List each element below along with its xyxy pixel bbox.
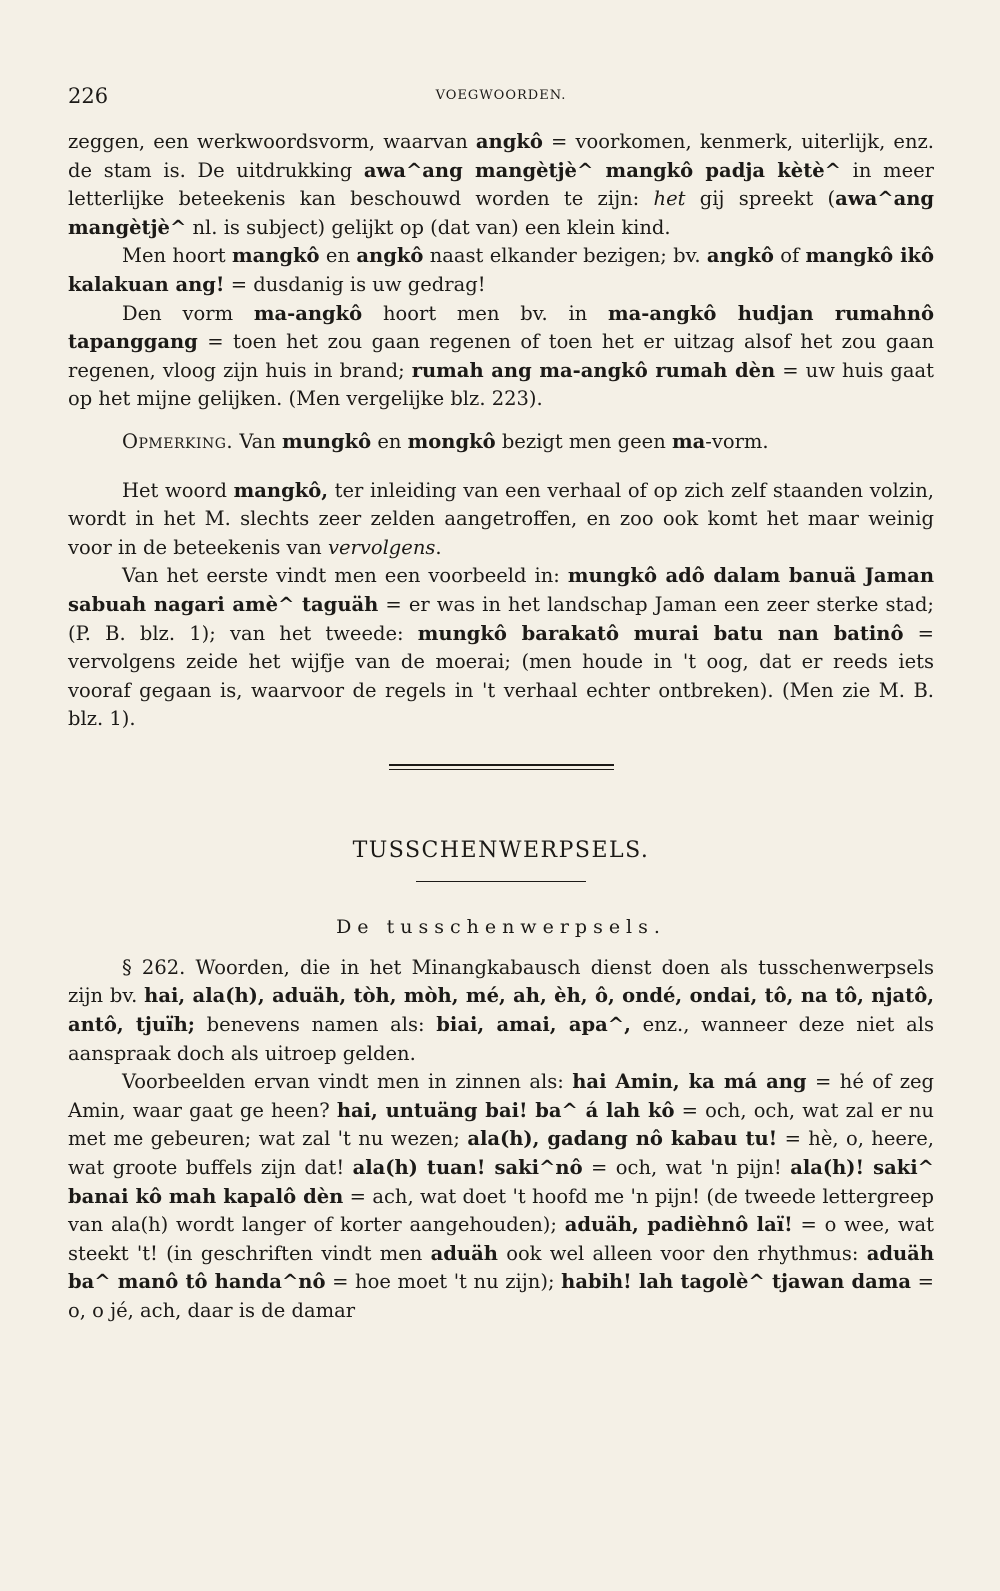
paragraph: Men hoort mangkô en angkô naast elkander bezigen; bv. angkô of mangkô ikô kalakuan ang! = dusdanig is uw gedrag! [68,244,935,296]
paragraph: Den vorm ma-angkô hoort men bv. in ma-angkô hudjan rumahnô tapanggang = toen het zou gaan regenen of toen het er uitzag alsof het zou gaan regenen, vloog zijn huis in brand; rumah ang ma-angkô rumah dèn = uw huis gaat op het mijne gelijken. (Men vergelijke blz. 223). [68,301,935,411]
subsection-title: De tusschenwerpsels. [336,915,666,938]
paragraph: Van het eerste vindt men een voorbeeld in: mungkô adô dalam banuä Jaman sabuah nagari amè^ taguäh = er was in het landschap Jaman een zeer sterke stad; (P. B. blz. 1); van het tweede: mungkô barakatô murai batu nan batinô = vervolgens zeide het wijfje van de moerai; (men houde in 't oog, dat er reeds iets vooraf gegaan is, waarvoor de regels in 't verhaal echter ontbreken). (Men zie M. B. blz. 1). [68,564,935,731]
paragraph: Voorbeelden ervan vindt men in zinnen als: hai Amin, ka má ang = hé of zeg Amin, waar gaat ge heen? hai, untuäng bai! ba^ á lah kô = och, och, wat zal er nu met me gebeuren; wat zal 't nu wezen; ala(h), gadang nô kabau tu! = hè, o, heere, wat groote buffels zijn dat! ala(h) tuan! saki^nô = och, wat 'n pijn! ala(h)! saki^ banai kô mah kapalô dèn = ach, wat doet 't hoofd me 'n pijn! (de tweede lettergreep van ala(h) wordt langer of korter aangehouden); aduäh, padièhnô laï! = o wee, wat steekt 't! (in geschriften vindt men aduäh ook wel alleen voor den rhythmus: aduäh ba^ manô tô handa^nô = hoe moet 't nu zijn); habih! lah tagolè^ tjawan dama = o, o jé, ach, daar is de damar [68,1070,935,1322]
page-header [68,84,934,114]
paragraph-262: § 262. Woorden, die in het Minangkabausch dienst doen als tusschenwerpsels zijn bv. hai, ala(h), aduäh, tòh, mòh, mé, ah, èh, ô, ondé, ondai, tô, na tô, njatô, antô, tjuïh; benevens namen als: biai, amai, apa^, enz., wanneer deze niet als aanspraak doch als uitroep gelden. [68,955,934,1065]
note-label: Opmerking. [122,429,234,453]
running-head: VOEGWOORDEN. [435,88,567,103]
double-rule [389,764,614,776]
page-number: 226 [68,84,109,108]
short-rule [416,881,586,882]
paragraph: Het woord mangkô, ter inleiding van een verhaal of op zich zelf staanden volzin, wordt in het M. slechts zeer zelden aangetroffen, en zoo ook komt het maar weinig voor in de beteekenis van vervolgens. [68,478,934,559]
note-paragraph: Opmerking. Van mungkô en mongkô bezigt men geen ma-vorm. [122,429,769,453]
section-title: TUSSCHENWERPSELS. [352,837,650,863]
paragraph: zeggen, een werkwoordsvorm, waarvan angkô = voorkomen, kenmerk, uiterlijk, enz. de stam is. De uitdrukking awa^ang mangètjè^ mangkô padja kètè^ in meer letterlijke beteekenis kan beschouwd worden te zijn: het gij spreekt (awa^ang mangètjè^ nl. is subject) gelijkt op (dat van) een klein kind. [68,130,935,239]
page-body [68,128,934,1326]
